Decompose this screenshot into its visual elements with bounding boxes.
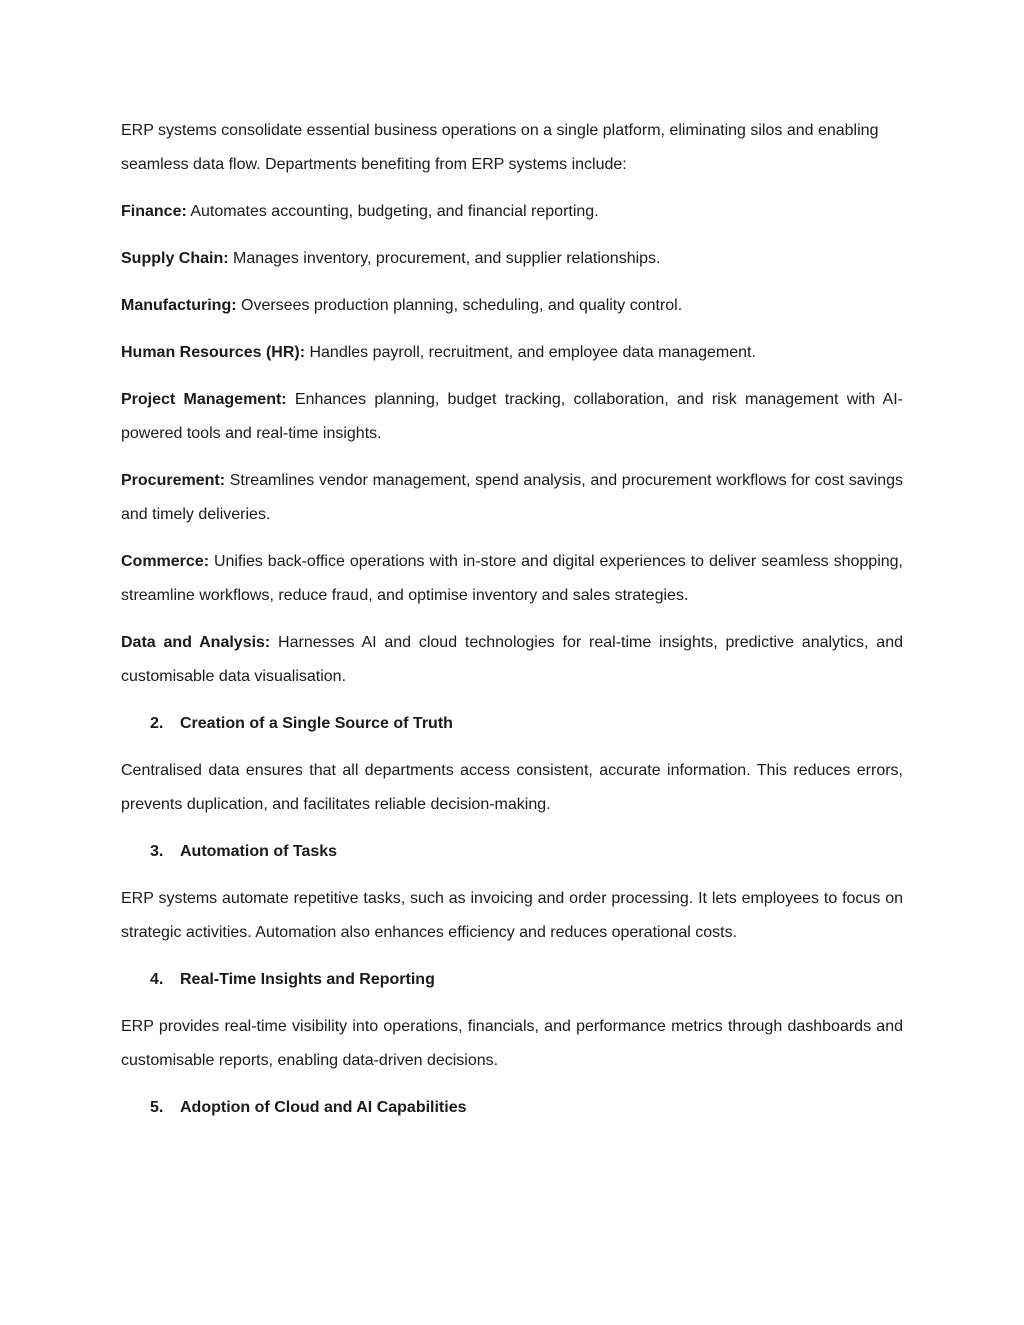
department-description: Streamlines vendor management, spend analysis, and procurement workflows for cost savings and timely deliveries.: [121, 472, 903, 523]
section-heading-5: [121, 1091, 903, 1125]
section-title: Creation of a Single Source of Truth: [180, 715, 453, 732]
department-description: Unifies back-office operations with in-store and digital experiences to deliver seamless shopping, streamline workflows, reduce fraud, and optimise inventory and sales strategies.: [121, 553, 903, 604]
department-term: Finance:: [121, 203, 187, 220]
section-body-2: Centralised data ensures that all departments access consistent, accurate information. This reduces errors, prevents duplication, and facilitates reliable decision-making.: [121, 762, 903, 813]
section-heading-4: [121, 963, 903, 997]
section-number: 2.: [150, 715, 164, 732]
department-finance: [121, 195, 903, 229]
section-heading-3: [121, 835, 903, 869]
department-description: Oversees production planning, scheduling, and quality control.: [236, 297, 683, 314]
department-description: Enhances planning, budget tracking, collaboration, and risk management with AI-powered tools and real-time insights.: [121, 391, 904, 442]
section-title: Adoption of Cloud and AI Capabilities: [180, 1099, 467, 1116]
section-number: 3.: [150, 843, 164, 860]
department-commerce: [121, 545, 903, 613]
intro-paragraph: ERP systems consolidate essential business operations on a single platform, eliminating silos and enabling seamless data flow. Departments benefiting from ERP systems include:: [121, 122, 879, 173]
section-title: Automation of Tasks: [180, 843, 338, 860]
department-data-analysis: [121, 626, 903, 694]
department-description: Handles payroll, recruitment, and employee data management.: [305, 344, 756, 361]
department-description: Automates accounting, budgeting, and financial reporting.: [186, 203, 599, 220]
section-body-3: ERP systems automate repetitive tasks, such as invoicing and order processing. It lets employees to focus on strategic activities. Automation also enhances efficiency and reduces operational costs.: [121, 890, 903, 941]
department-description: Harnesses AI and cloud technologies for real-time insights, predictive analytics, and customisable data visualisation.: [121, 634, 903, 685]
document-page: [121, 114, 903, 1138]
section-number: 5.: [150, 1099, 164, 1116]
section-body-4: ERP provides real-time visibility into operations, financials, and performance metrics through dashboards and customisable reports, enabling data-driven decisions.: [121, 1018, 903, 1069]
department-manufacturing: [121, 289, 903, 323]
department-term: Procurement:: [121, 472, 226, 489]
department-term: Commerce:: [121, 553, 210, 570]
department-hr: [121, 336, 903, 370]
department-term: Data and Analysis:: [121, 634, 271, 651]
department-description: Manages inventory, procurement, and supplier relationships.: [228, 250, 661, 267]
department-term: Supply Chain:: [121, 250, 229, 267]
department-term: Human Resources (HR):: [121, 344, 306, 361]
department-supply-chain: [121, 242, 903, 276]
department-term: Project Management:: [121, 391, 287, 408]
section-heading-2: [121, 707, 903, 741]
section-title: Real-Time Insights and Reporting: [180, 971, 435, 988]
department-project-management: [121, 383, 903, 451]
section-number: 4.: [150, 971, 164, 988]
department-procurement: [121, 464, 903, 532]
department-term: Manufacturing:: [121, 297, 237, 314]
